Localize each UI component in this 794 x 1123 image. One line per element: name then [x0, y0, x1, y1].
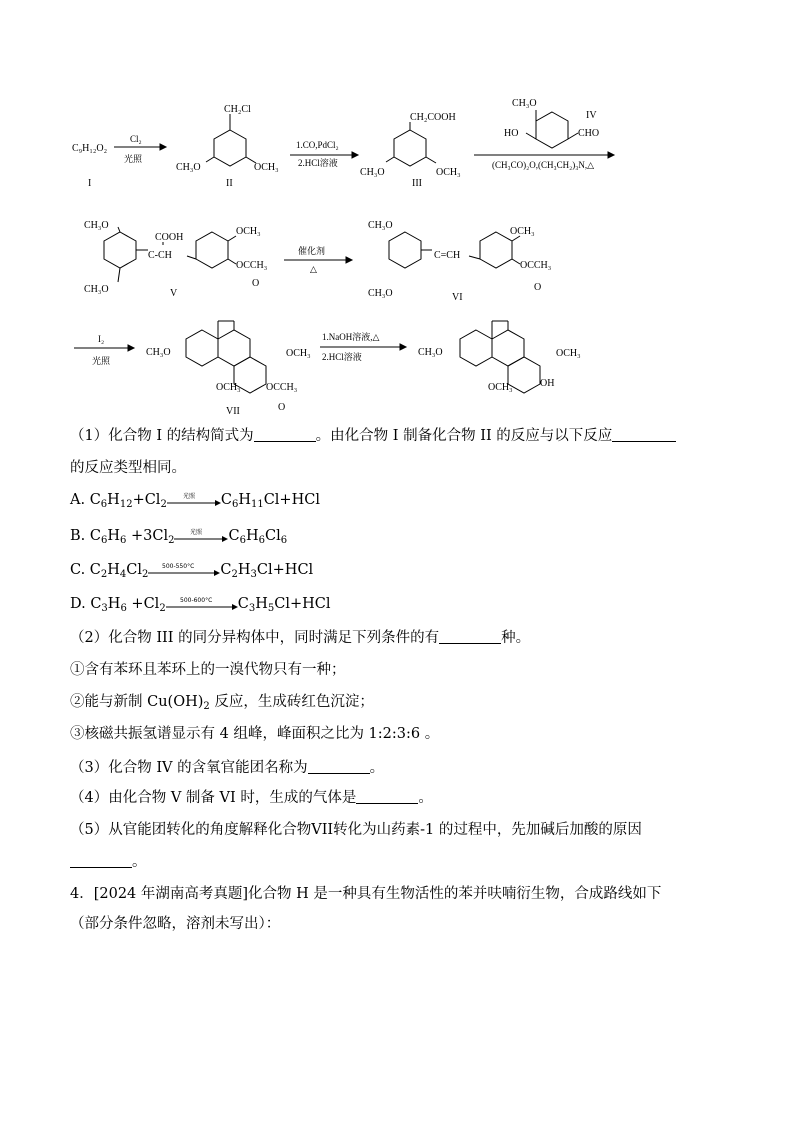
question-2 — [70, 628, 530, 648]
option-c: C. $C_2H_4Cl_2$ 500-550°C $C_2H_3Cl+HCl$ — [70, 562, 314, 580]
option-d: D. $C_3H_6 +Cl_2$ 500-600°C $C_3H_5Cl+HCl$ — [70, 596, 331, 614]
option-b: B. $C_6H_6 +3Cl_2$ 光照 $C_6H_6Cl_6$ — [70, 528, 288, 546]
q1-blank-1[interactable] — [254, 427, 316, 442]
compound-7-acetoxy: OCCH₃ — [266, 382, 298, 393]
step2-condition: 2.HCl溶液 — [298, 158, 338, 168]
compound-5-acetoxy: OCCH₃ — [236, 260, 268, 271]
compound-5-ome-top: CH₃O — [84, 220, 109, 231]
synthesis-scheme — [0, 0, 794, 420]
q2-text-b: 种。 — [501, 630, 531, 646]
step5-condition: 光照 — [92, 356, 111, 366]
step2-reagent: 1.CO,PdCl₂ — [296, 140, 339, 150]
compound-1-formula: C₉H₁₂O₂ — [72, 143, 108, 154]
step6-reagent: 1.NaOH溶液,△ — [322, 332, 380, 342]
step4-condition: △ — [310, 264, 317, 274]
compound-1-label: I — [88, 178, 92, 189]
q5-blank[interactable] — [70, 853, 132, 868]
question-5-line2 — [70, 852, 147, 872]
q3-text-b: 。 — [369, 760, 385, 776]
next-question-line2: （部分条件忽略，溶剂未写出）： — [70, 916, 281, 932]
compound-8-ome-bottom: OCH₃ — [488, 382, 513, 393]
compound-6-linker: C=CH — [434, 250, 461, 261]
compound-2-ome-left: CH₃O — [176, 162, 201, 173]
compound-4-label: IV — [586, 110, 597, 121]
q4-text-a: （4）由化合物 V 制备 VI 时，生成的气体是 — [70, 790, 357, 806]
step3-condition: (CH₃CO)₂O,(CH₃CH₂)₃N,△ — [492, 160, 595, 170]
compound-3-substituent: CH₂COOH — [410, 112, 456, 123]
option-a: A. $C_6H_{12}+Cl_2$ 光照 $C_6H_{11}Cl+HCl$ — [70, 492, 320, 510]
compound-5-carbonyl-o: O — [252, 278, 260, 289]
option-c-arrow — [148, 560, 220, 580]
compound-4-cho: CHO — [578, 128, 600, 139]
compound-2-ome-right: OCH₃ — [254, 162, 279, 173]
compound-5-label: V — [170, 288, 178, 299]
compound-7-ome-left: CH₃O — [146, 347, 171, 358]
step1-reagent: Cl₂ — [130, 134, 142, 144]
option-b-arrow — [174, 526, 228, 546]
q3-blank[interactable] — [308, 759, 370, 774]
compound-8-ome-right: OCH₃ — [556, 348, 581, 359]
compound-6-label: VI — [452, 292, 463, 303]
q1-text-a: （1）化合物 I 的结构简式为 — [70, 428, 254, 444]
compound-3-ome-right: OCH₃ — [436, 167, 461, 178]
svg-text:500-600°C: 500-600°C — [179, 597, 212, 604]
svg-text:光照: 光照 — [182, 493, 195, 500]
step6-condition: 2.HCl溶液 — [322, 352, 362, 362]
compound-7-label: VII — [226, 406, 240, 417]
compound-3-label: III — [412, 178, 422, 189]
compound-6-ome-bottom: CH₃O — [368, 288, 393, 299]
step1-condition: 光照 — [124, 154, 143, 164]
step5-reagent: I₂ — [98, 334, 105, 344]
compound-8-ome-left: CH₃O — [418, 347, 443, 358]
compound-5-ome-right: OCH₃ — [236, 226, 261, 237]
q3-text-a: （3）化合物 IV 的含氧官能团名称为 — [70, 760, 308, 776]
q2-condition-3: ③核磁共振氢谱显示有 4 组峰，峰面积之比为 1:2:3:6 。 — [70, 726, 440, 742]
q4-blank[interactable] — [356, 789, 418, 804]
compound-5-cooh: COOH — [155, 232, 184, 243]
compound-8-oh: OH — [540, 378, 555, 389]
q1-blank-2[interactable] — [612, 427, 676, 442]
q2-blank[interactable] — [439, 629, 501, 644]
compound-7-carbonyl-o: O — [278, 402, 286, 413]
q2-text-a: （2）化合物 III 的同分异构体中，同时满足下列条件的有 — [70, 630, 440, 646]
question-4 — [70, 788, 433, 808]
compound-4-oh: HO — [504, 128, 519, 139]
q2-condition-1: ①含有苯环且苯环上的一溴代物只有一种； — [70, 662, 346, 678]
question-1-line2 — [70, 458, 186, 478]
compound-4-ome: CH₃O — [512, 98, 537, 109]
q4-text-b: 。 — [418, 790, 433, 806]
svg-text:光照: 光照 — [190, 529, 203, 536]
q1-text-b: 。由化合物 I 制备化合物 II 的反应与以下反应 — [315, 428, 613, 444]
compound-2-label: II — [226, 178, 233, 189]
next-question-line1: 4．[2024 年湖南高考真题]化合物 H 是一种具有生物活性的苯并呋喃衍生物，合成路线如下 — [70, 886, 662, 902]
compound-2-substituent: CH₂Cl — [224, 104, 251, 115]
q5-text-b: 。 — [132, 854, 147, 870]
q1-text-c: 的反应类型相同。 — [70, 460, 186, 476]
compound-6-carbonyl-o: O — [534, 282, 542, 293]
compound-6-ome-right: OCH₃ — [510, 226, 535, 237]
option-a-arrow — [167, 490, 221, 510]
option-d-arrow — [166, 594, 238, 614]
question-1-line1 — [70, 426, 676, 446]
question-5-line1: （5）从官能团转化的角度解释化合物VII转化为山药素-1 的过程中，先加碱后加酸的原因 — [70, 822, 642, 838]
compound-5-linker: C-CH — [148, 250, 172, 261]
question-3 — [70, 758, 384, 778]
compound-7-ome-right: OCH₃ — [286, 348, 311, 359]
svg-text:500-550°C: 500-550°C — [162, 563, 195, 570]
compound-6-acetoxy: OCCH₃ — [520, 260, 552, 271]
compound-6-ome-top: CH₃O — [368, 220, 393, 231]
compound-5-ome-bottom: CH₃O — [84, 284, 109, 295]
step4-reagent: 催化剂 — [298, 246, 326, 256]
q2-condition-2: ②能与新制 $Cu(OH)_2$ 反应，生成砖红色沉淀； — [70, 694, 374, 712]
compound-3-ome-left: CH₃O — [360, 167, 385, 178]
compound-7-ome-bottom: OCH₃ — [216, 382, 241, 393]
